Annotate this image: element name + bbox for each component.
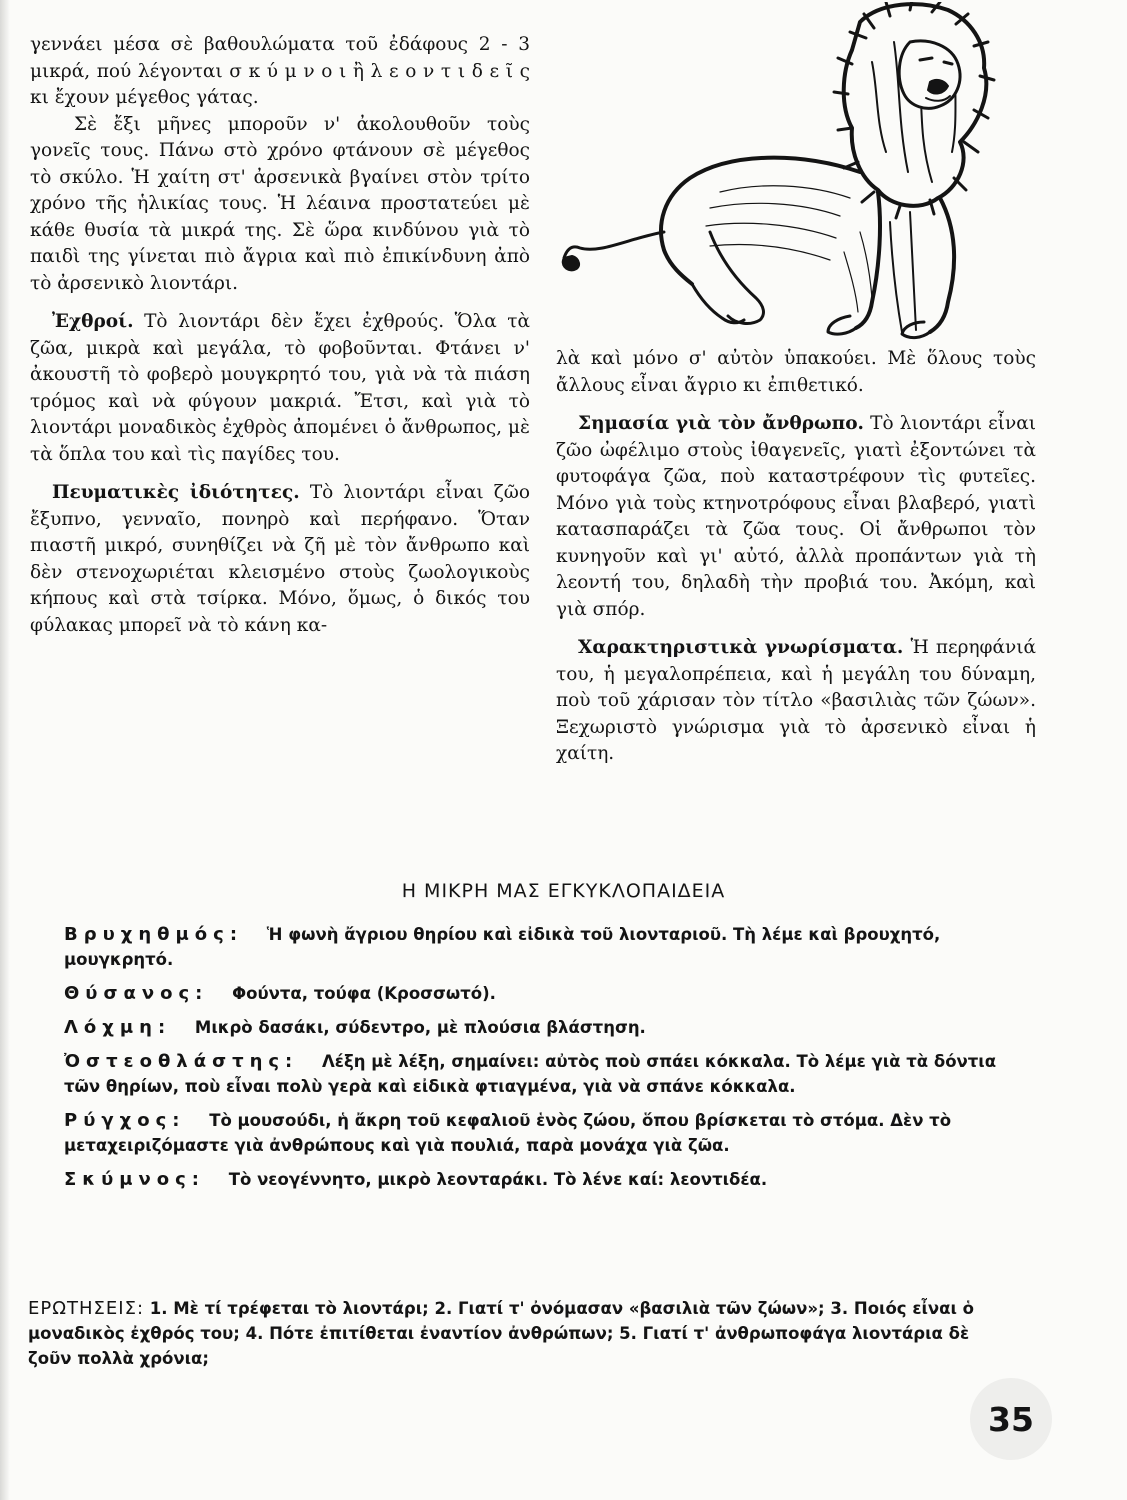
left-column (30, 32, 530, 639)
encyclopedia-entries (64, 922, 1004, 1201)
section-heading: Χαρακτηριστικὰ γνωρίσματα. (578, 637, 904, 658)
page-number-badge (970, 1378, 1052, 1460)
entry-term: Θύσανος: (64, 983, 209, 1004)
encyclopedia-entry (64, 981, 1004, 1006)
entry-definition: Τὸ μουσούδι, ἡ ἄκρη τοῦ κεφαλιοῦ ἑνὸς ζώου, ὅπου βρίσκεται τὸ στόμα. Δὲν τὸ μεταχειριζόμαστε γιὰ ἀνθρώπους καὶ γιὰ πουλιά, παρὰ μονάχα γιὰ ζῶα. (64, 1111, 952, 1155)
paragraph-cubs: γεννάει μέσα σὲ βαθουλώματα τοῦ ἐδάφους 2 - 3 μικρά, πού λέγονται σ κ ύ μ ν ο ι ἢ λ ε ο ν τ ι δ ε ῖ ς κι ἔχουν μέγεθος γάτας. (30, 34, 530, 108)
section-body: Τὸ λιοντάρι εἶναι ζῶο ὠφέλιμο στοὺς ἰθαγενεῖς, γιατὶ ἐξοντώνει τὰ φυτοφάγα ζῶα, ποὺ καταστρέφουν τὶς φυτεῖες. Μόνο γιὰ τοὺς κτηνοτρόφους εἶναι βλαβερό, γιατὶ κατασπαράζει τὰ ζῶα τους. Οἱ ἄνθρωποι τὸν κυνηγοῦν καὶ γι' αὐτό, ἀλλὰ προπάντων γιὰ τὴ λεοντή του, δηλαδὴ τὴν προβιά του. Ἀκόμη, καὶ γιὰ σπόρ. (556, 413, 1037, 620)
paragraph-growth: Σὲ ἔξι μῆνες μποροῦν ν' ἀκολουθοῦν τοὺς γονεῖς τους. Πάνω στὸ χρόνο φτάνουν σὲ μέγεθος τὸ σκύλο. Ἡ χαίτη στ' ἀρσενικὰ βγαίνει στὸν τρίτο χρόνο τῆς ἡλικίας τους. Ἡ λέαινα προστατεύει μὲ κάθε θυσία τὰ μικρά της. Σὲ ὥρα κινδύνου γιὰ τὸ παιδὶ της γίνεται πιὸ ἄγρια καὶ πιὸ ἐπικίνδυνη ἀπὸ τὸ ἀρσενικὸ λιοντάρι. (30, 113, 530, 294)
right-column (556, 346, 1036, 768)
entry-term: Σκύμνος: (64, 1169, 205, 1190)
page-number: 35 (988, 1399, 1034, 1439)
section-heading: Πευματικὲς ἰδιότητες. (52, 482, 300, 503)
entry-term: Ὀστεοθλάστης: (64, 1051, 299, 1072)
section-heading: Σημασία γιὰ τὸν ἄνθρωπο. (578, 413, 864, 434)
encyclopedia-entry (64, 1049, 1004, 1099)
entry-term: Ρύγχος: (64, 1110, 186, 1131)
section-mental-traits (30, 480, 530, 639)
section-enemies (30, 309, 530, 468)
encyclopedia-entry (64, 1167, 1004, 1192)
encyclopedia-entry (64, 1108, 1004, 1158)
section-characteristics (556, 635, 1036, 768)
questions-label: ΕΡΩΤΗΣΕΙΣ: (28, 1298, 145, 1319)
paragraph-continued: λὰ καὶ μόνο σ' αὐτὸν ὑπακούει. Μὲ ὅλους τοὺς ἄλλους εἶναι ἄγριο κι ἐπιθετικό. (556, 348, 1036, 396)
entry-term: Λόχμη: (64, 1017, 172, 1038)
entry-definition: Λέξη μὲ λέξη, σημαίνει: αὐτὸς ποὺ σπάει κόκκαλα. Τὸ λέμε γιὰ τὰ δόντια τῶν θηρίων, ποὺ εἶναι πολὺ γερὰ καὶ εἰδικὰ φτιαγμένα, γιὰ νὰ σπάνε κόκκαλα. (64, 1052, 997, 1096)
entry-definition: Μικρὸ δασάκι, σύδεντρο, μὲ πλούσια βλάστηση. (194, 1018, 646, 1037)
section-body: Τὸ λιοντάρι δὲν ἔχει ἐχθρούς. Ὅλα τὰ ζῶα, μικρὰ καὶ μεγάλα, τὸ φοβοῦνται. Φτάνει ν' ἀκουστῆ τὸ φοβερὸ μουγκρητό του, γιὰ νὰ τὰ πιάση τρόμος καὶ νὰ φύγουν μακριά. Ἔτσι, καὶ γιὰ τὸ λιοντάρι μοναδικὸς ἐχθρὸς ἀπομένει ὁ ἄνθρωπος, μὲ τὰ ὅπλα του καὶ τὶς παγίδες του. (30, 311, 530, 465)
encyclopedia-title: Η ΜΙΚΡΗ ΜΑΣ ΕΓΚΥΚΛΟΠΑΙΔΕΙΑ (401, 880, 726, 902)
page-edge-shadow (0, 0, 10, 1500)
section-body: Ἡ περηφάνιά του, ἡ μεγαλοπρέπεια, καὶ ἡ μεγάλη του δύναμη, ποὺ τοῦ χάρισαν τὸν τίτλο «βασιλιὰς τῶν ζώων». Ξεχωριστὸ γνώρισμα γιὰ τὸ ἀρσενικὸ εἶναι ἡ χαίτη. (556, 637, 1036, 764)
encyclopedia-entry (64, 1015, 1004, 1040)
encyclopedia-entry (64, 922, 1004, 972)
entry-term: Βρυχηθμός: (64, 924, 244, 945)
section-body: Τὸ λιοντάρι εἶναι ζῶο ἔξυπνο, γενναῖο, πονηρὸ καὶ περήφανο. Ὅταν πιαστῆ μικρό, συνηθίζει νὰ ζῆ μὲ τὸν ἄνθρωπο καὶ δὲν στενοχωριέται κλεισμένο στοὺς ζωολογικοὺς κήπους καὶ στὰ τσίρκα. Μόνο, ὅμως, ὁ δικός του φύλακας μπορεῖ νὰ τὸ κάνη κα- (30, 482, 530, 636)
entry-definition: Φούντα, τούφα (Κροσσωτό). (232, 984, 496, 1003)
entry-definition: Τὸ νεογέννητο, μικρὸ λεονταράκι. Τὸ λένε καί: λεοντιδέα. (228, 1170, 768, 1189)
questions-block (28, 1296, 1008, 1371)
lion-illustration (560, 2, 1026, 342)
questions-text: 1. Μὲ τί τρέφεται τὸ λιοντάρι; 2. Γιατί τ' ὀνόμασαν «βασιλιὰ τῶν ζώων»; 3. Ποιός εἶναι ὁ μοναδικὸς ἐχθρός του; 4. Πότε ἐπιτίθεται ἐναντίον ἀνθρώπων; 5. Γιατί τ' ἀνθρωποφάγα λιοντάρια δὲ ζοῦν πολλὰ χρόνια; (28, 1299, 975, 1368)
section-heading: Ἐχθροί. (52, 311, 134, 332)
section-importance-for-man (556, 411, 1036, 623)
entry-definition: Ἡ φωνὴ ἄγριου θηρίου καὶ εἰδικὰ τοῦ λιονταριοῦ. Τὴ λέμε καὶ βρουχητό, μουγκρητό. (64, 925, 941, 969)
